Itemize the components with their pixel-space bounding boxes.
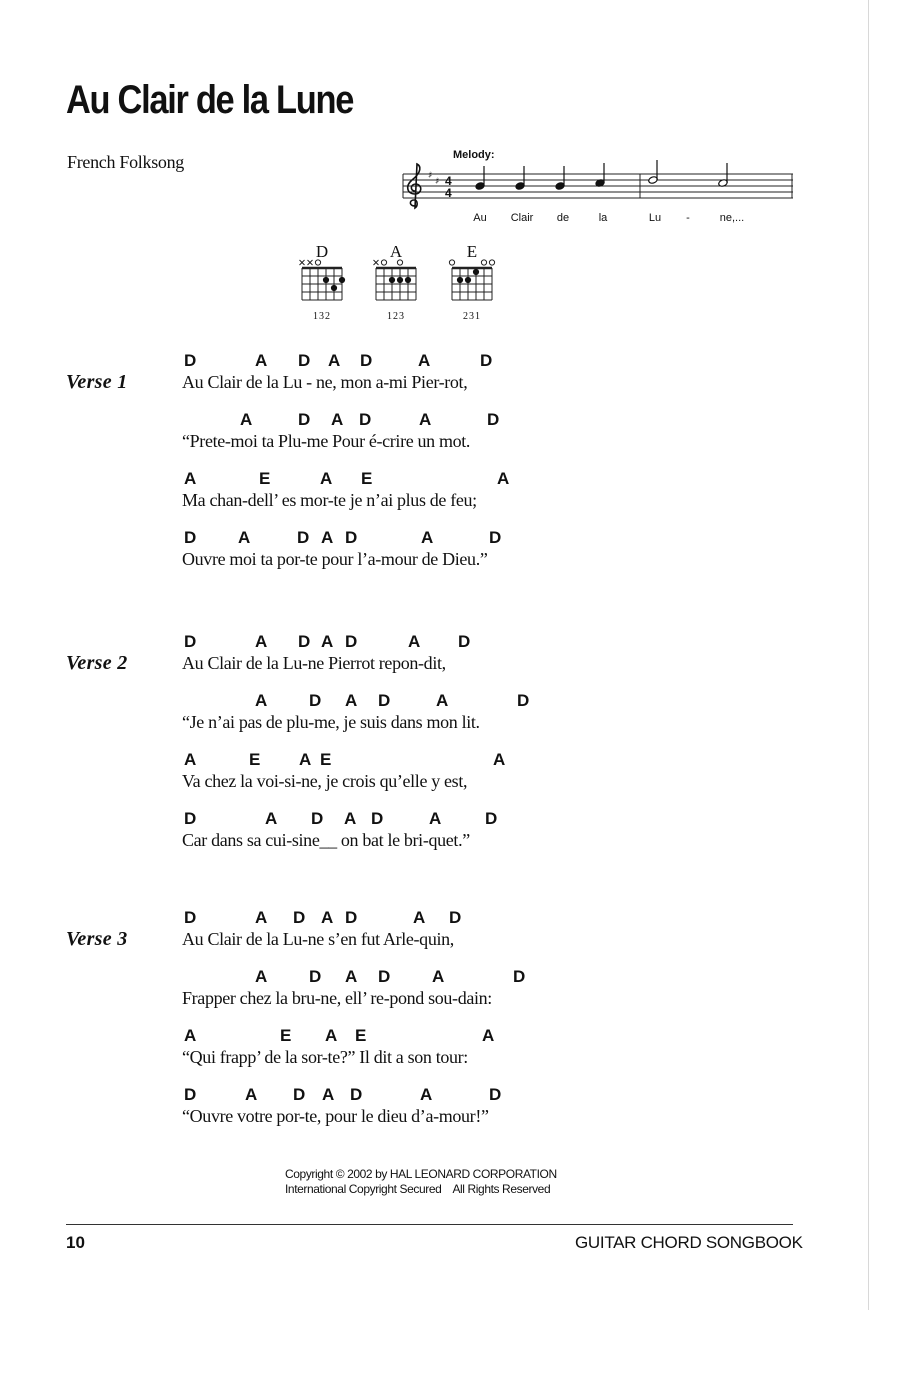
chord-symbol: A [418, 351, 431, 370]
chord-symbol: E [361, 469, 373, 488]
chord-symbol: A [344, 809, 357, 828]
finger-dot [389, 277, 395, 283]
chord-symbol: D [298, 410, 311, 429]
chord-symbol: D [480, 351, 493, 370]
chord-symbol: D [298, 351, 311, 370]
open-string-mark [397, 260, 402, 265]
chord-symbol: A [320, 469, 333, 488]
chord-fingering: 231 [463, 311, 481, 322]
chord-symbol: D [378, 967, 391, 986]
chord-symbol: D [184, 908, 197, 927]
page-edge-line [868, 0, 869, 1310]
lyric-line: Car dans sa cui-sine__ on bat le bri-quet.” [182, 830, 470, 850]
melody-lyric: de [556, 212, 570, 224]
chord-symbol: D [298, 632, 311, 651]
open-string-mark [481, 260, 486, 265]
chord-symbol: A [493, 750, 506, 769]
finger-dot [339, 277, 345, 283]
chord-symbol: A [238, 528, 251, 547]
chord-symbol: D [360, 351, 373, 370]
lyric-line: Va chez la voi-si-ne, je crois qu’elle y est, [182, 771, 468, 791]
chord-symbol: A [240, 410, 253, 429]
open-string-mark [449, 260, 454, 265]
chord-symbol: E [320, 750, 332, 769]
page-number: 10 [66, 1233, 85, 1252]
melody-label: Melody: [453, 149, 495, 161]
finger-dot [457, 277, 463, 283]
chord-symbol: D [311, 809, 324, 828]
chord-symbol: D [184, 1085, 197, 1104]
chord-symbol: A [419, 410, 432, 429]
chord-symbol: A [265, 809, 278, 828]
chord-symbol: D [184, 528, 197, 547]
lyric-line: “Ouvre votre por-te, pour le dieu d’a-mour!” [182, 1106, 489, 1126]
chord-symbol: D [345, 528, 358, 547]
finger-dot [397, 277, 403, 283]
finger-dot [465, 277, 471, 283]
fretboard-grid [448, 258, 496, 310]
chord-symbol: D [485, 809, 498, 828]
lyric-line: Au Clair de la Lu - ne, mon a-mi Pier-rot, [182, 372, 468, 392]
chord-symbol: D [345, 632, 358, 651]
song-title: Au Clair de la Lune [66, 78, 354, 122]
chord-symbol: D [184, 809, 197, 828]
chord-symbol: A [321, 528, 334, 547]
lyric-line: Ma chan-dell’ es mor-te je n’ai plus de feu; [182, 490, 477, 510]
chord-fingering: 132 [313, 311, 331, 322]
lyric-line: Au Clair de la Lu-ne Pierrot repon-dit, [182, 653, 446, 673]
chord-fingering: 123 [387, 311, 405, 322]
melody-lyric: ne,... [719, 212, 745, 224]
chord-diagram-name: E [466, 242, 478, 261]
open-string-mark [315, 260, 320, 265]
chord-symbol: D [449, 908, 462, 927]
chord-symbol: A [421, 528, 434, 547]
chord-symbol: D [378, 691, 391, 710]
chord-symbol: D [371, 809, 384, 828]
chord-symbol: A [436, 691, 449, 710]
fretboard-grid [298, 258, 346, 310]
chord-symbol: A [184, 469, 197, 488]
chord-symbol: A [482, 1026, 495, 1045]
open-string-mark [489, 260, 494, 265]
chord-symbol: A [245, 1085, 258, 1104]
lyric-line: “Qui frapp’ de la sor-te?” Il dit a son tour: [182, 1047, 468, 1067]
chord-symbol: D [489, 528, 502, 547]
chord-symbol: D [293, 908, 306, 927]
chord-symbol: D [293, 1085, 306, 1104]
chord-symbol: A [429, 809, 442, 828]
chord-symbol: D [359, 410, 372, 429]
svg-text:♯: ♯ [428, 171, 433, 181]
chord-symbol: A [255, 351, 268, 370]
composer-credit: French Folksong [67, 152, 185, 172]
chord-symbol: A [420, 1085, 433, 1104]
chord-symbol: E [280, 1026, 292, 1045]
chord-symbol: A [255, 908, 268, 927]
chord-diagram-e [448, 242, 508, 326]
footer-rule [66, 1224, 793, 1225]
melody-lyric: - [686, 212, 690, 224]
finger-dot [405, 277, 411, 283]
book-title: GUITAR CHORD SONGBOOK [575, 1233, 803, 1252]
chord-symbol: A [184, 1026, 197, 1045]
lyric-line: Au Clair de la Lu-ne s’en fut Arle-quin, [182, 929, 454, 949]
chord-symbol: A [321, 908, 334, 927]
chord-diagram-d [298, 242, 358, 326]
open-string-mark [381, 260, 386, 265]
chord-symbol: D [345, 908, 358, 927]
chord-symbol: A [325, 1026, 338, 1045]
verse-label: Verse 2 [66, 652, 128, 674]
chord-symbol: D [458, 632, 471, 651]
chord-symbol: A [497, 469, 510, 488]
finger-dot [323, 277, 329, 283]
chord-symbol: D [487, 410, 500, 429]
chord-symbol: A [184, 750, 197, 769]
muted-string-mark [308, 260, 313, 265]
chord-symbol: A [432, 967, 445, 986]
copyright-line: Copyright © 2002 by HAL LEONARD CORPORATION [285, 1167, 557, 1181]
melody-lyric: Au [473, 212, 487, 224]
chord-symbol: D [184, 632, 197, 651]
chord-symbol: A [331, 410, 344, 429]
chord-symbol: D [517, 691, 530, 710]
copyright-line: International Copyright Secured All Rights Reserved [285, 1182, 551, 1196]
chord-symbol: A [413, 908, 426, 927]
lyric-line: Ouvre moi ta por-te pour l’a-mour de Dieu.” [182, 549, 488, 569]
finger-dot [473, 269, 479, 275]
chord-symbol: A [328, 351, 341, 370]
chord-symbol: A [255, 691, 268, 710]
fretboard-grid [372, 258, 420, 310]
chord-symbol: D [184, 351, 197, 370]
chord-symbol: E [259, 469, 271, 488]
melody-lyric: Clair [510, 212, 534, 224]
chord-symbol: A [299, 750, 312, 769]
chord-symbol: A [321, 632, 334, 651]
muted-string-mark [300, 260, 305, 265]
melody-lyric: la [598, 212, 608, 224]
svg-text:4: 4 [445, 174, 452, 188]
svg-text:4: 4 [445, 186, 452, 200]
chord-symbol: D [513, 967, 526, 986]
chord-symbol: D [489, 1085, 502, 1104]
chord-symbol: D [297, 528, 310, 547]
chord-symbol: E [249, 750, 261, 769]
copyright-notice [285, 1167, 557, 1197]
svg-text:♯: ♯ [435, 177, 440, 187]
melody-lyric: Lu [648, 212, 662, 224]
lyric-line: Frapper chez la bru-ne, ell’ re-pond sou-dain: [182, 988, 492, 1008]
muted-string-mark [374, 260, 379, 265]
lyric-line: “Je n’ai pas de plu-me, je suis dans mon lit. [182, 712, 480, 732]
chord-symbol: A [345, 691, 358, 710]
chord-symbol: A [322, 1085, 335, 1104]
chord-symbol: A [408, 632, 421, 651]
chord-symbol: D [309, 691, 322, 710]
lyric-line: “Prete-moi ta Plu-me Pour é-crire un mot. [182, 431, 471, 451]
finger-dot [331, 285, 337, 291]
chord-symbol: A [345, 967, 358, 986]
chord-symbol: A [255, 632, 268, 651]
chord-symbol: A [255, 967, 268, 986]
chord-diagram-name: A [389, 242, 403, 261]
verse-label: Verse 1 [66, 371, 128, 393]
chord-symbol: E [355, 1026, 367, 1045]
chord-symbol: D [350, 1085, 363, 1104]
chord-symbol: D [309, 967, 322, 986]
chord-diagram-name: D [315, 242, 329, 261]
chord-diagram-a [372, 242, 432, 326]
verse-label: Verse 3 [66, 928, 128, 950]
melody-staff [398, 160, 798, 212]
